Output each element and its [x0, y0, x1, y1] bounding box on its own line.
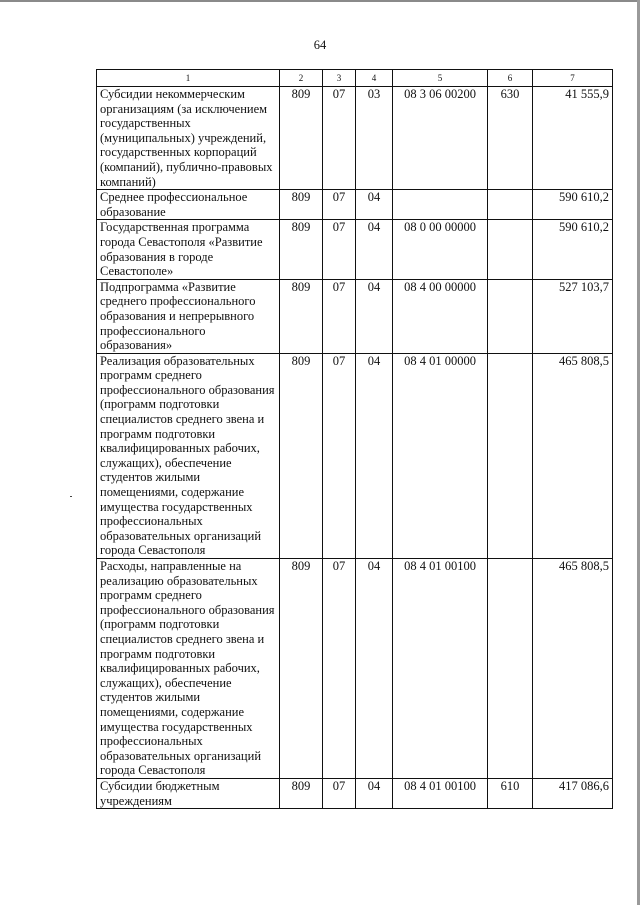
- table-row: [97, 87, 613, 190]
- header-col-7: 7: [533, 70, 613, 87]
- scan-speck: [70, 496, 72, 497]
- row-col-2: 809: [280, 279, 323, 353]
- row-col-7: 465 808,5: [533, 353, 613, 558]
- scan-top-edge: [0, 0, 640, 2]
- row-col-5: [393, 190, 488, 220]
- row-col-7: 417 086,6: [533, 778, 613, 808]
- row-col-7: 465 808,5: [533, 559, 613, 779]
- row-col-4: 04: [356, 190, 393, 220]
- table-row: [97, 559, 613, 779]
- row-name: Среднее профессиональное образование: [97, 190, 280, 220]
- row-col-6: [488, 190, 533, 220]
- row-name: Реализация образовательных программ среднего профессионального образования (программ подготовки специалистов среднего звена и программ подготовки квалифицированных рабочих, служащих), обеспечение студентов жилыми помещениями, содержание имущества государственных профессиональных образовательных организаций города Севастополя: [97, 353, 280, 558]
- row-col-7: 527 103,7: [533, 279, 613, 353]
- row-col-2: 809: [280, 220, 323, 279]
- row-col-5: 08 0 00 00000: [393, 220, 488, 279]
- table-row: [97, 279, 613, 353]
- row-col-3: 07: [323, 220, 356, 279]
- row-name: Государственная программа города Севастополя «Развитие образования в городе Севастополе»: [97, 220, 280, 279]
- row-col-4: 03: [356, 87, 393, 190]
- row-col-7: 590 610,2: [533, 190, 613, 220]
- row-col-2: 809: [280, 559, 323, 779]
- row-col-3: 07: [323, 353, 356, 558]
- row-col-4: 04: [356, 559, 393, 779]
- row-col-7: 41 555,9: [533, 87, 613, 190]
- row-col-2: 809: [280, 353, 323, 558]
- header-col-3: 3: [323, 70, 356, 87]
- row-col-2: 809: [280, 190, 323, 220]
- row-col-3: 07: [323, 190, 356, 220]
- budget-table: [96, 69, 613, 809]
- row-col-7: 590 610,2: [533, 220, 613, 279]
- row-col-3: 07: [323, 559, 356, 779]
- row-col-4: 04: [356, 279, 393, 353]
- row-col-5: 08 3 06 00200: [393, 87, 488, 190]
- table-row: [97, 220, 613, 279]
- header-col-5: 5: [393, 70, 488, 87]
- row-col-4: 04: [356, 353, 393, 558]
- header-col-6: 6: [488, 70, 533, 87]
- row-col-6: [488, 559, 533, 779]
- table-row: [97, 353, 613, 558]
- table-header-row: [97, 70, 613, 87]
- row-col-6: [488, 279, 533, 353]
- row-col-6: 630: [488, 87, 533, 190]
- table-row: [97, 190, 613, 220]
- row-col-3: 07: [323, 87, 356, 190]
- row-col-5: 08 4 00 00000: [393, 279, 488, 353]
- row-col-3: 07: [323, 778, 356, 808]
- table-row: [97, 778, 613, 808]
- row-name: Подпрограмма «Развитие среднего профессионального образования и непрерывного профессионального образования»: [97, 279, 280, 353]
- row-col-5: 08 4 01 00100: [393, 778, 488, 808]
- page-number: 64: [313, 38, 327, 52]
- row-col-2: 809: [280, 87, 323, 190]
- row-name: Субсидии некоммерческим организациям (за исключением государственных (муниципальных) учреждений, государственных корпораций (компаний), публично-правовых компаний): [97, 87, 280, 190]
- header-col-2: 2: [280, 70, 323, 87]
- header-col-4: 4: [356, 70, 393, 87]
- row-col-4: 04: [356, 220, 393, 279]
- row-col-6: 610: [488, 778, 533, 808]
- row-name: Расходы, направленные на реализацию образовательных программ среднего профессионального образования (программ подготовки специалистов среднего звена и программ подготовки квалифицированных рабочих, служащих), обеспечение студентов жилыми помещениями, содержание имущества государственных профессиональных образовательных организаций города Севастополя: [97, 559, 280, 779]
- row-col-5: 08 4 01 00000: [393, 353, 488, 558]
- header-col-1: 1: [97, 70, 280, 87]
- row-col-6: [488, 353, 533, 558]
- row-col-4: 04: [356, 778, 393, 808]
- row-col-3: 07: [323, 279, 356, 353]
- row-name: Субсидии бюджетным учреждениям: [97, 778, 280, 808]
- row-col-6: [488, 220, 533, 279]
- row-col-2: 809: [280, 778, 323, 808]
- row-col-5: 08 4 01 00100: [393, 559, 488, 779]
